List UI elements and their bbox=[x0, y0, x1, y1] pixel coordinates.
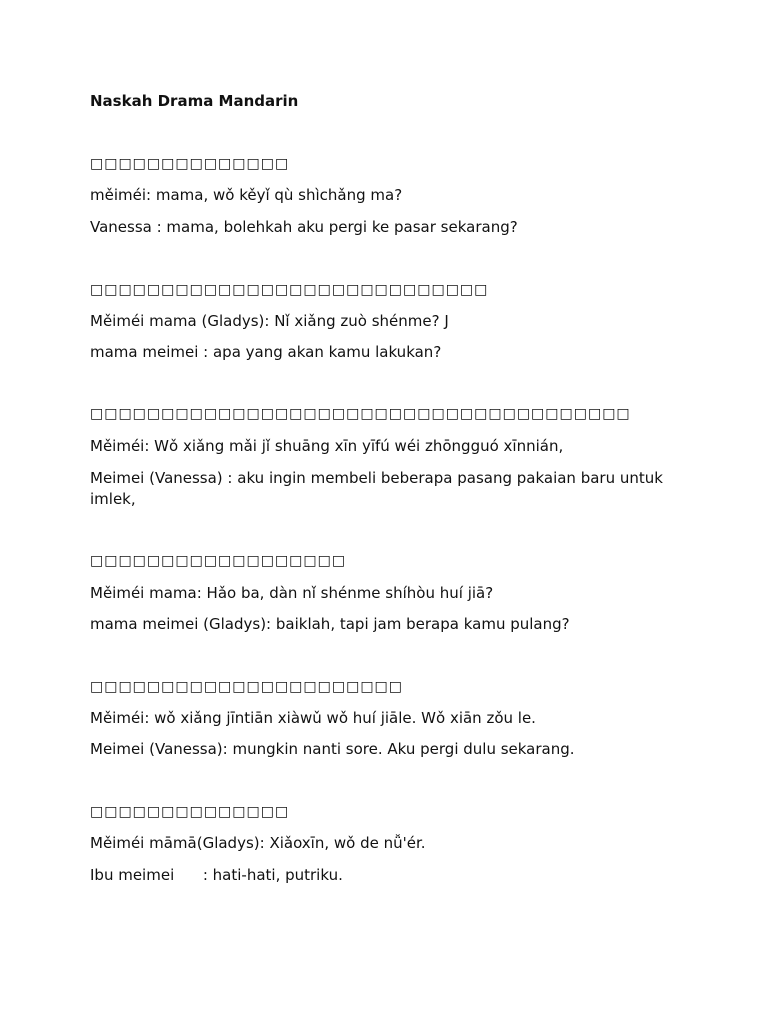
dialogue-3-pinyin: Měiméi: Wǒ xiǎng mǎi jǐ shuāng xīn yīfú wéi zhōngguó xīnnián, bbox=[90, 437, 564, 455]
dialogue-4-hanzi: □□□□□□□□□□□□□□□□□□ bbox=[90, 553, 347, 569]
dialogue-5-hanzi: □□□□□□□□□□□□□□□□□□□□□□ bbox=[90, 679, 404, 695]
dialogue-6-hanzi: □□□□□□□□□□□□□□ bbox=[90, 804, 290, 820]
dialogue-1-hanzi: □□□□□□□□□□□□□□ bbox=[90, 156, 290, 172]
dialogue-2-pinyin: Měiméi mama (Gladys): Nǐ xiǎng zuò shénme? J bbox=[90, 312, 449, 330]
dialogue-6-pinyin: Měiméi māmā(Gladys): Xiǎoxīn, wǒ de nǚ'ér. bbox=[90, 834, 426, 852]
dialogue-1-translation: Vanessa : mama, bolehkah aku pergi ke pasar sekarang? bbox=[90, 218, 518, 236]
dialogue-4-pinyin: Měiméi mama: Hǎo ba, dàn nǐ shénme shíhòu huí jiā? bbox=[90, 584, 494, 602]
dialogue-5-translation: Meimei (Vanessa): mungkin nanti sore. Aku pergi dulu sekarang. bbox=[90, 740, 575, 758]
dialogue-5-pinyin: Měiméi: wǒ xiǎng jīntiān xiàwǔ wǒ huí jiāle. Wǒ xiān zǒu le. bbox=[90, 709, 536, 727]
dialogue-3-hanzi: □□□□□□□□□□□□□□□□□□□□□□□□□□□□□□□□□□□□□□ bbox=[90, 406, 631, 422]
dialogue-4-translation: mama meimei (Gladys): baiklah, tapi jam berapa kamu pulang? bbox=[90, 615, 570, 633]
dialogue-6-translation: Ibu meimei : hati-hati, putriku. bbox=[90, 866, 343, 884]
dialogue-2-translation: mama meimei : apa yang akan kamu lakukan? bbox=[90, 343, 442, 361]
dialogue-2-hanzi: □□□□□□□□□□□□□□□□□□□□□□□□□□□□ bbox=[90, 282, 489, 298]
document-title: Naskah Drama Mandarin bbox=[90, 92, 299, 110]
dialogue-1-pinyin: měiméi: mama, wǒ kěyǐ qù shìchǎng ma? bbox=[90, 186, 403, 204]
dialogue-3-translation: Meimei (Vanessa) : aku ingin membeli beberapa pasang pakaian baru untuk imlek, bbox=[90, 469, 663, 508]
